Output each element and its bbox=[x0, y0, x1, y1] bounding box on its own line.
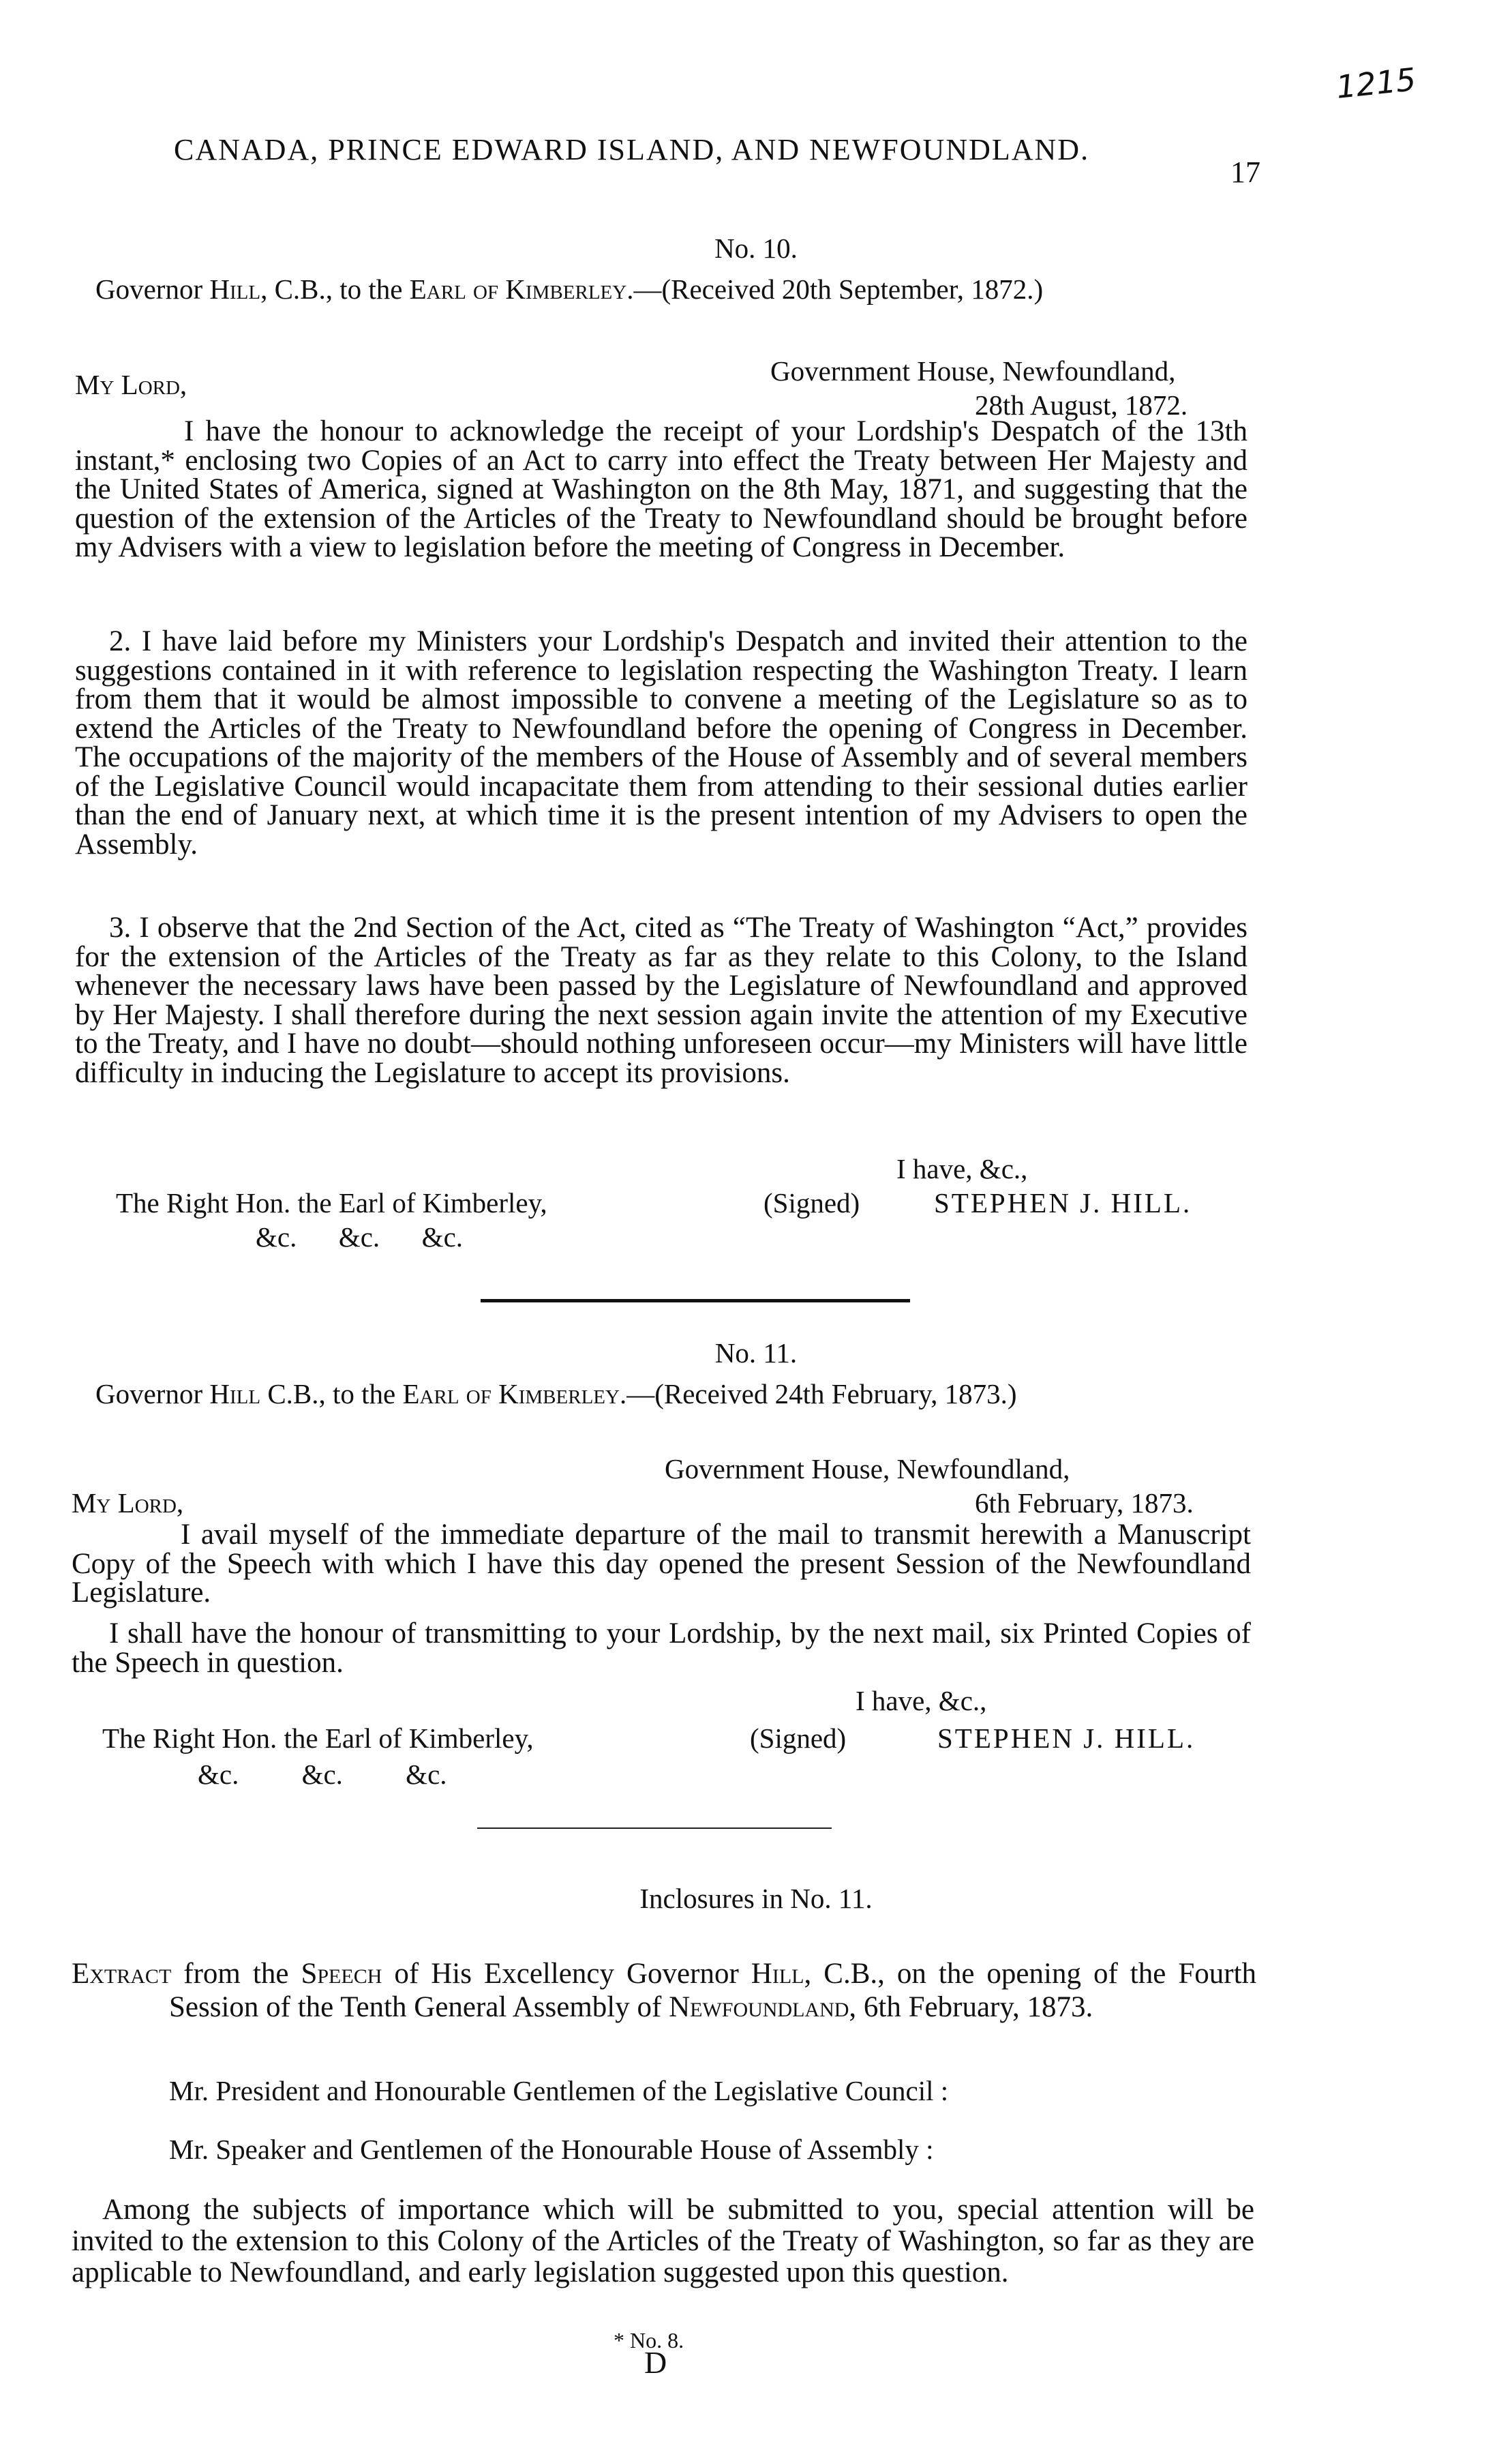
letter-date: 28th August, 1872. bbox=[975, 389, 1188, 421]
signed-label: (Signed) bbox=[763, 1187, 860, 1219]
letter-heading: Governor Hill C.B., to the Earl of Kimberley.—(Received 24th February, 1873.) bbox=[95, 1378, 1017, 1409]
letter-number: No. 11. bbox=[714, 1337, 798, 1369]
letter-paragraph: I avail myself of the immediate departure of the mail to transmit herewith a Manuscript Copy of the Speech with which I have this day opened the present Session of the Newfoundland Legislature. bbox=[72, 1519, 1251, 1609]
letter-paragraph: I have the honour to acknowledge the receipt of your Lordship's Despatch of the 13th instant,* enclosing two Copies of an Act to carry into effect the Treaty between Her Majesty and the United States of America, signed at Washington on the 8th May, 1871, and suggesting that the question of the extension of the Articles of the Treaty to Newfoundland should be brought before my Advisers with a view to legislation before the meeting of Congress in December. bbox=[75, 415, 1248, 563]
letter-date: 6th February, 1873. bbox=[975, 1487, 1194, 1519]
addressee: The Right Hon. the Earl of Kimberley, bbox=[102, 1722, 534, 1754]
page-number: 17 bbox=[1230, 155, 1260, 189]
sender-address: Government House, Newfoundland, bbox=[665, 1453, 1070, 1484]
addressee-etc: &c. &c. &c. bbox=[198, 1759, 447, 1790]
extract-heading: Extract from the Speech of His Excellency Governor Hill, C.B., on the opening of the Fourth Session of the Tenth General Assembly of Newfoundland, 6th February, 1873. bbox=[72, 1958, 1257, 2023]
letter-heading: Governor Hill, C.B., to the Earl of Kimberley.—(Received 20th September, 1872.) bbox=[95, 273, 1044, 305]
letter-paragraph: I shall have the honour of transmitting to your Lordship, by the next mail, six Printed Copies of the Speech in question. bbox=[72, 1617, 1251, 1679]
speech-address: Mr. Speaker and Gentlemen of the Honourable House of Assembly : bbox=[169, 2134, 934, 2165]
letter-paragraph: 2. I have laid before my Ministers your Lordship's Despatch and invited their attention to the suggestions contained in it with reference to legislation respecting the Washington Treaty. I learn from them that it would be almost impossible to convene a meeting of the Legislature so as to extend the Articles of the Treaty to Newfoundland before the opening of Congress in December. The occupations of the majority of the members of the House of Assembly and of several members of the Legislative Council would incapacitate them from attending to their sessional duties earlier than the end of January next, at which time it is the present intention of my Advisers to open the Assembly. bbox=[75, 625, 1248, 861]
speech-address: Mr. President and Honourable Gentlemen of the Legislative Council : bbox=[169, 2075, 949, 2106]
signer-name: STEPHEN J. HILL. bbox=[934, 1187, 1192, 1219]
signer-name: STEPHEN J. HILL. bbox=[937, 1722, 1196, 1754]
sender-address: Government House, Newfoundland, bbox=[770, 355, 1176, 387]
closing: I have, &c., bbox=[856, 1685, 987, 1716]
section-divider bbox=[477, 1827, 832, 1829]
signature-mark: D bbox=[644, 2345, 667, 2380]
inclosures-title: Inclosures in No. 11. bbox=[639, 1883, 873, 1914]
salutation: My Lord, bbox=[75, 369, 187, 400]
running-head: CANADA, PRINCE EDWARD ISLAND, AND NEWFOUNDLAND. bbox=[174, 133, 1090, 166]
closing: I have, &c., bbox=[896, 1153, 1028, 1184]
letter-paragraph: 3. I observe that the 2nd Section of the Act, cited as “The Treaty of Washington “Act,” provides for the extension of the Articles of the Treaty as far as they relate to this Colony, to the Island whenever the necessary laws have been passed by the Legislature of Newfoundland and approved by Her Majesty. I shall therefore during the next session again invite the attention of my Executive to the Treaty, and I have no doubt—should nothing unforeseen occur—my Ministers will have little difficulty in inducing the Legislature to accept its provisions. bbox=[75, 912, 1248, 1089]
salutation: My Lord, bbox=[72, 1487, 184, 1519]
handwritten-folio: 1215 bbox=[1334, 61, 1418, 106]
footnote: * No. 8. bbox=[614, 2328, 684, 2353]
addressee-etc: &c. &c. &c. bbox=[256, 1221, 464, 1253]
section-divider bbox=[481, 1299, 910, 1302]
speech-body: Among the subjects of importance which will be submitted to you, special attention will be invited to the extension to this Colony of the Articles of the Treaty of Washington, so far as they are applicable to Newfoundland, and early legislation suggested upon this question. bbox=[72, 2194, 1254, 2288]
addressee: The Right Hon. the Earl of Kimberley, bbox=[116, 1187, 547, 1219]
letter-number: No. 10. bbox=[714, 233, 798, 264]
signed-label: (Signed) bbox=[750, 1722, 847, 1754]
